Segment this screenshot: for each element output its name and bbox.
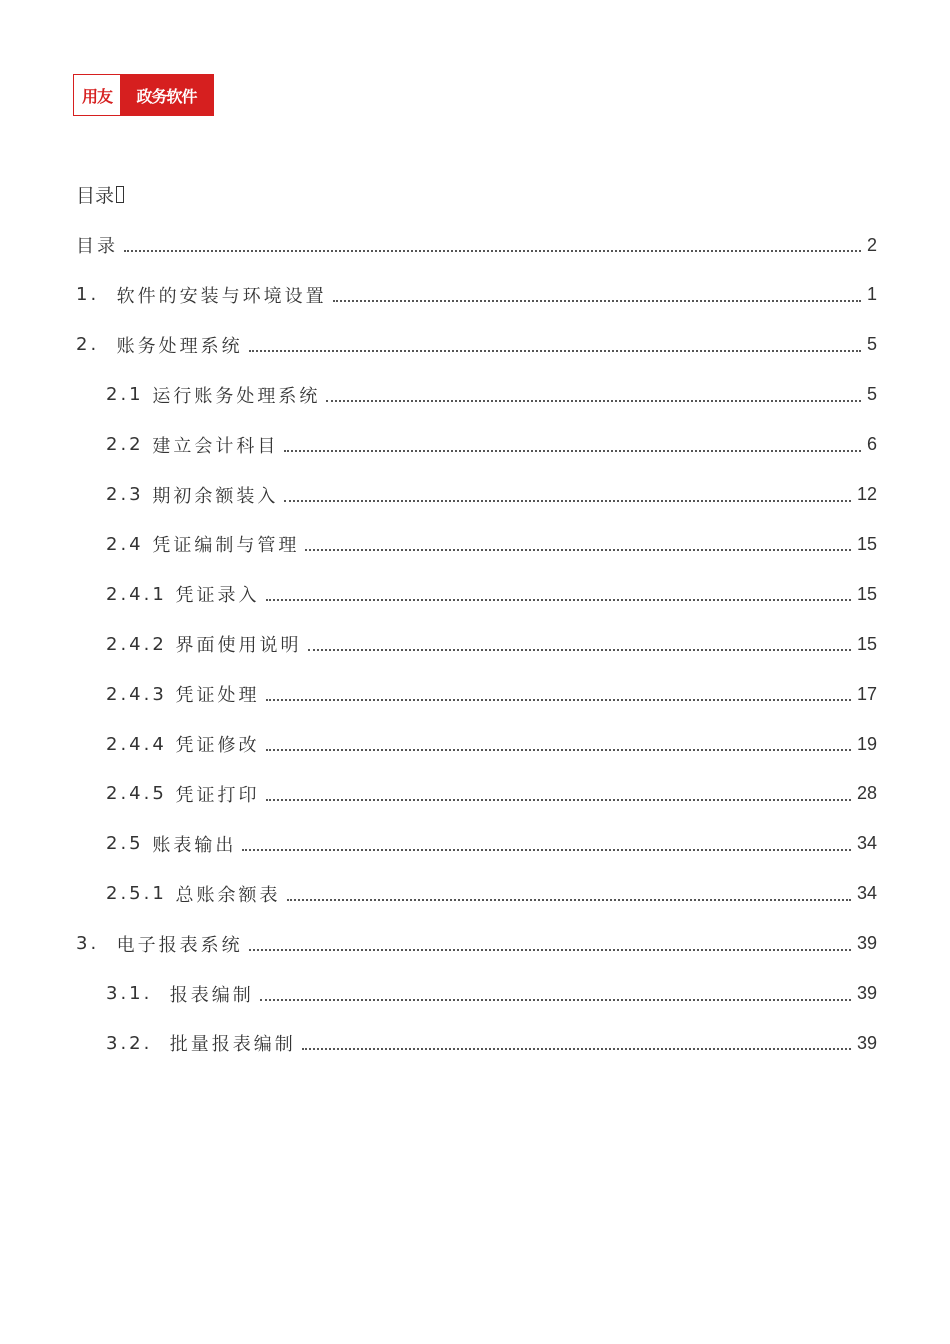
toc-leader-dots: [308, 649, 851, 651]
toc-leader-dots: [249, 949, 851, 951]
toc-entry-title: 目录: [76, 236, 118, 257]
toc-leader-dots: [284, 450, 861, 452]
toc-entry-page: 15: [856, 583, 877, 604]
toc-entry-page: 28: [856, 783, 877, 804]
toc-entry-title: 报表编制: [169, 984, 254, 1006]
toc-entry-number: 2.: [76, 334, 117, 356]
toc-leader-dots: [260, 999, 851, 1001]
toc-entry-number: 2.3: [106, 484, 153, 505]
toc-entry[interactable]: [106, 719, 877, 769]
toc-entry[interactable]: [106, 420, 877, 470]
toc-entry-title: 凭证打印: [175, 784, 260, 806]
toc-entry[interactable]: [106, 669, 877, 719]
toc-entry-page: 12: [856, 484, 877, 504]
toc-entry-title: 期初余额装入: [152, 485, 279, 507]
toc-leader-dots: [124, 250, 861, 252]
toc-entry-title: 运行账务处理系统: [152, 385, 321, 407]
logo-right-text: 政务软件: [120, 75, 213, 115]
toc-entry-number: 2.4.5: [106, 783, 176, 805]
toc-entry-page: 6: [866, 434, 877, 455]
toc-entry-page: 15: [856, 533, 877, 554]
toc-entry[interactable]: [106, 569, 877, 619]
toc-entry-title: 账表输出: [152, 834, 237, 856]
toc-entry-number: 2.1: [106, 384, 153, 406]
toc-entry-number: 1.: [76, 284, 117, 306]
toc-leader-dots: [305, 549, 851, 551]
toc-entry[interactable]: [106, 519, 877, 569]
toc-entry[interactable]: [76, 320, 877, 370]
logo-left-text: 用友: [81, 86, 112, 106]
toc-entry-title: 总账余额表: [175, 884, 281, 906]
toc-entry-page: 39: [856, 983, 877, 1003]
toc-leader-dots: [266, 799, 851, 801]
toc-heading-text: 目录: [76, 185, 115, 207]
toc-entry-page: 5: [866, 384, 877, 405]
toc-entry-title: 账务处理系统: [116, 335, 243, 357]
toc-entry-title: 凭证录入: [175, 585, 260, 607]
toc-entry-number: 3.: [76, 933, 117, 955]
toc-entry-page: 5: [866, 334, 877, 355]
toc-entry-page: 2: [866, 234, 877, 255]
toc-entry-page: 19: [856, 733, 877, 754]
toc-leader-dots: [266, 599, 851, 601]
toc-leader-dots: [287, 899, 851, 901]
toc-entry-number: 2.4.3: [106, 683, 176, 705]
toc-leader-dots: [333, 300, 861, 302]
toc-entry-number: 2.5: [106, 833, 153, 855]
toc-leader-dots: [249, 350, 861, 352]
toc-entry[interactable]: [106, 470, 877, 520]
toc-entry-page: 15: [856, 633, 877, 654]
toc-heading: [76, 181, 124, 208]
toc-entry[interactable]: [106, 370, 877, 420]
toc-entry[interactable]: [106, 969, 877, 1019]
toc-entry[interactable]: [106, 1018, 877, 1068]
toc-entry-title: 界面使用说明: [175, 635, 302, 657]
toc-entry[interactable]: [76, 220, 877, 270]
toc-leader-dots: [266, 699, 851, 701]
toc-entry-title: 电子报表系统: [116, 934, 243, 956]
toc-leader-dots: [326, 400, 861, 402]
toc-entry-page: 34: [856, 833, 877, 854]
toc-entry[interactable]: [76, 919, 877, 969]
toc-entry-number: 2.5.1: [106, 883, 176, 905]
toc-entry-title: 凭证处理: [175, 685, 260, 707]
toc-leader-dots: [242, 849, 851, 851]
toc-entry[interactable]: [106, 619, 877, 669]
toc-entry[interactable]: [106, 769, 877, 819]
toc-leader-dots: [284, 500, 851, 502]
toc-entry[interactable]: [76, 270, 877, 320]
toc-entry-number: 2.4.2: [106, 633, 176, 655]
toc-entry-number: 2.2: [106, 434, 153, 456]
toc-entry[interactable]: [106, 819, 877, 869]
toc-entry-number: 3.2.: [106, 1032, 170, 1054]
toc-entry-page: 39: [856, 933, 877, 954]
toc-entry-title: 软件的安装与环境设置: [116, 285, 327, 307]
toc-entry-number: 2.4.4: [106, 733, 176, 755]
toc-entry-page: 39: [856, 1032, 877, 1053]
toc-entry-number: 3.1.: [106, 983, 170, 1004]
toc-entry-title: 凭证编制与管理: [152, 535, 300, 557]
toc-leader-dots: [302, 1048, 851, 1050]
toc-entry-title: 建立会计科目: [152, 435, 279, 457]
toc-entry-number: 2.4: [106, 533, 153, 555]
toc-entry[interactable]: [106, 869, 877, 919]
missing-glyph-icon: [116, 186, 124, 203]
toc-entry-page: 34: [856, 883, 877, 904]
brand-logo: [73, 74, 214, 116]
toc-entry-page: 1: [866, 284, 877, 305]
toc-entry-title: 批量报表编制: [169, 1034, 296, 1056]
toc-entry-page: 17: [856, 683, 877, 704]
toc-entry-number: 2.4.1: [106, 583, 176, 605]
toc-leader-dots: [266, 749, 851, 751]
toc-entry-title: 凭证修改: [175, 735, 260, 756]
